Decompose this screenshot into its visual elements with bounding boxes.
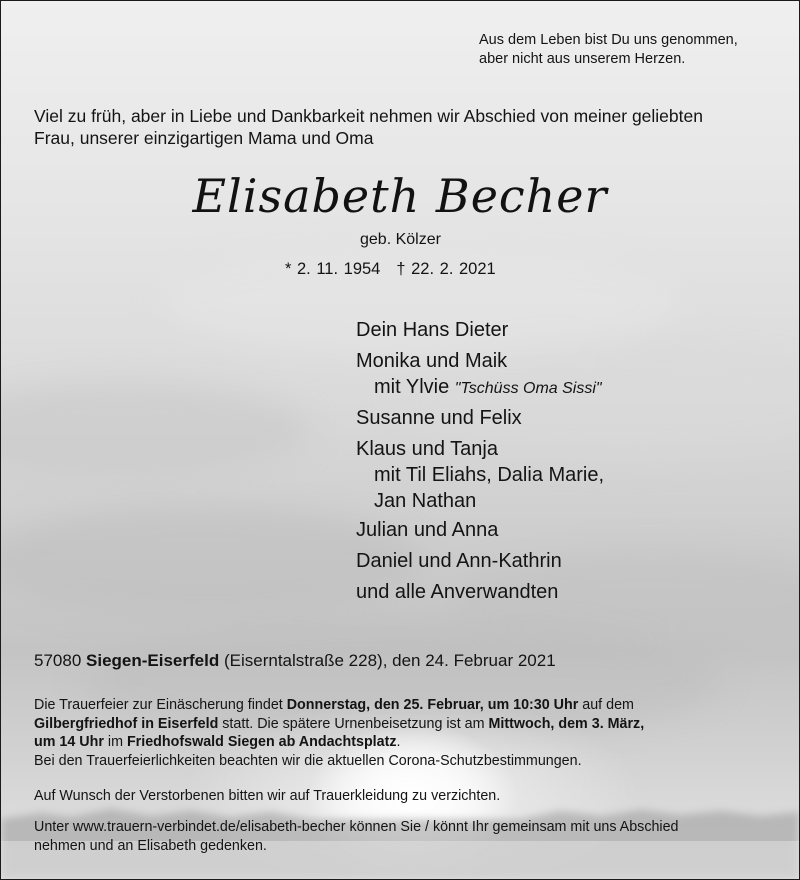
service-info	[34, 696, 644, 770]
maiden-name: geb. Kölzer	[360, 231, 441, 248]
mourner-line: Julian und Anna	[356, 519, 499, 541]
mourner-line: Susanne und Felix	[356, 407, 522, 429]
deceased-name: Elisabeth Becher	[192, 169, 608, 223]
intro-line: Frau, unserer einzigartigen Mama und Oma	[34, 128, 374, 148]
birth-date: * 2. 11. 1954	[285, 260, 381, 278]
city: Siegen-Eiserfeld	[86, 651, 220, 670]
intro-line: Viel zu früh, aber in Liebe und Dankbarkeit nehmen wir Abschied von meiner geliebten	[34, 106, 703, 126]
mourner-line: Daniel und Ann-Kathrin	[356, 550, 562, 572]
mourner-line: Dein Hans Dieter	[356, 319, 509, 341]
service-line	[34, 733, 644, 752]
service-line: Bei den Trauerfeierlichkeiten beachten wir die aktuellen Corona-Schutzbestimmungen.	[34, 752, 582, 769]
service-text: im	[103, 734, 127, 751]
mourner-line: Klaus und Tanja	[356, 438, 498, 460]
burial-location: Friedhofswald Siegen ab Andachtsplatz	[126, 734, 397, 751]
intro-text	[34, 105, 703, 149]
mourner-line: mit Til Eliahs, Dalia Marie,	[374, 464, 605, 486]
notice-content	[1, 1, 799, 879]
service-line	[34, 696, 644, 715]
urn-burial-time: um 14 Uhr	[34, 734, 104, 751]
death-date: † 22. 2. 2021	[396, 260, 496, 278]
service-text: auf dem	[578, 697, 634, 713]
mourner-grandchild: mit Ylvie	[374, 376, 450, 398]
mourner-line	[356, 374, 602, 402]
service-text: Die Trauerfeier zur Einäscherung findet	[34, 697, 287, 713]
mourner-line: Monika und Maik	[356, 350, 508, 372]
cemetery-name: Gilbergfriedhof in Eiserfeld	[34, 715, 219, 732]
life-dates	[285, 260, 496, 279]
memorial-quote	[479, 31, 738, 69]
service-line	[34, 715, 644, 734]
quote-line: Aus dem Leben bist Du uns genommen,	[479, 32, 738, 48]
online-condolence	[34, 818, 679, 855]
service-text: .	[396, 734, 401, 751]
service-date-time: Donnerstag, den 25. Februar, um 10:30 Uhr	[286, 697, 579, 713]
mourner-line: und alle Anverwandten	[356, 581, 559, 603]
address-date: (Eiserntalstraße 228), den 24. Februar 2021	[223, 651, 556, 670]
service-text: statt. Die spätere Urnenbeisetzung ist am	[218, 715, 489, 732]
quote-line: aber nicht aus unserem Herzen.	[479, 51, 686, 67]
urn-burial-date: Mittwoch, dem 3. März,	[488, 715, 645, 732]
online-line: Unter www.trauern-verbindet.de/elisabeth-becher können Sie / könnt Ihr gemeinsam mit uns Abschied	[34, 819, 679, 835]
mourner-line: Jan Nathan	[374, 490, 477, 512]
online-line: nehmen und an Elisabeth gedenken.	[34, 837, 267, 854]
dress-code-note: Auf Wunsch der Verstorbenen bitten wir auf Trauerkleidung zu verzichten.	[34, 788, 501, 804]
postal-code: 57080	[34, 651, 82, 670]
farewell-quote: "Tschüss Oma Sissi"	[454, 380, 602, 397]
place-and-date	[34, 651, 556, 671]
